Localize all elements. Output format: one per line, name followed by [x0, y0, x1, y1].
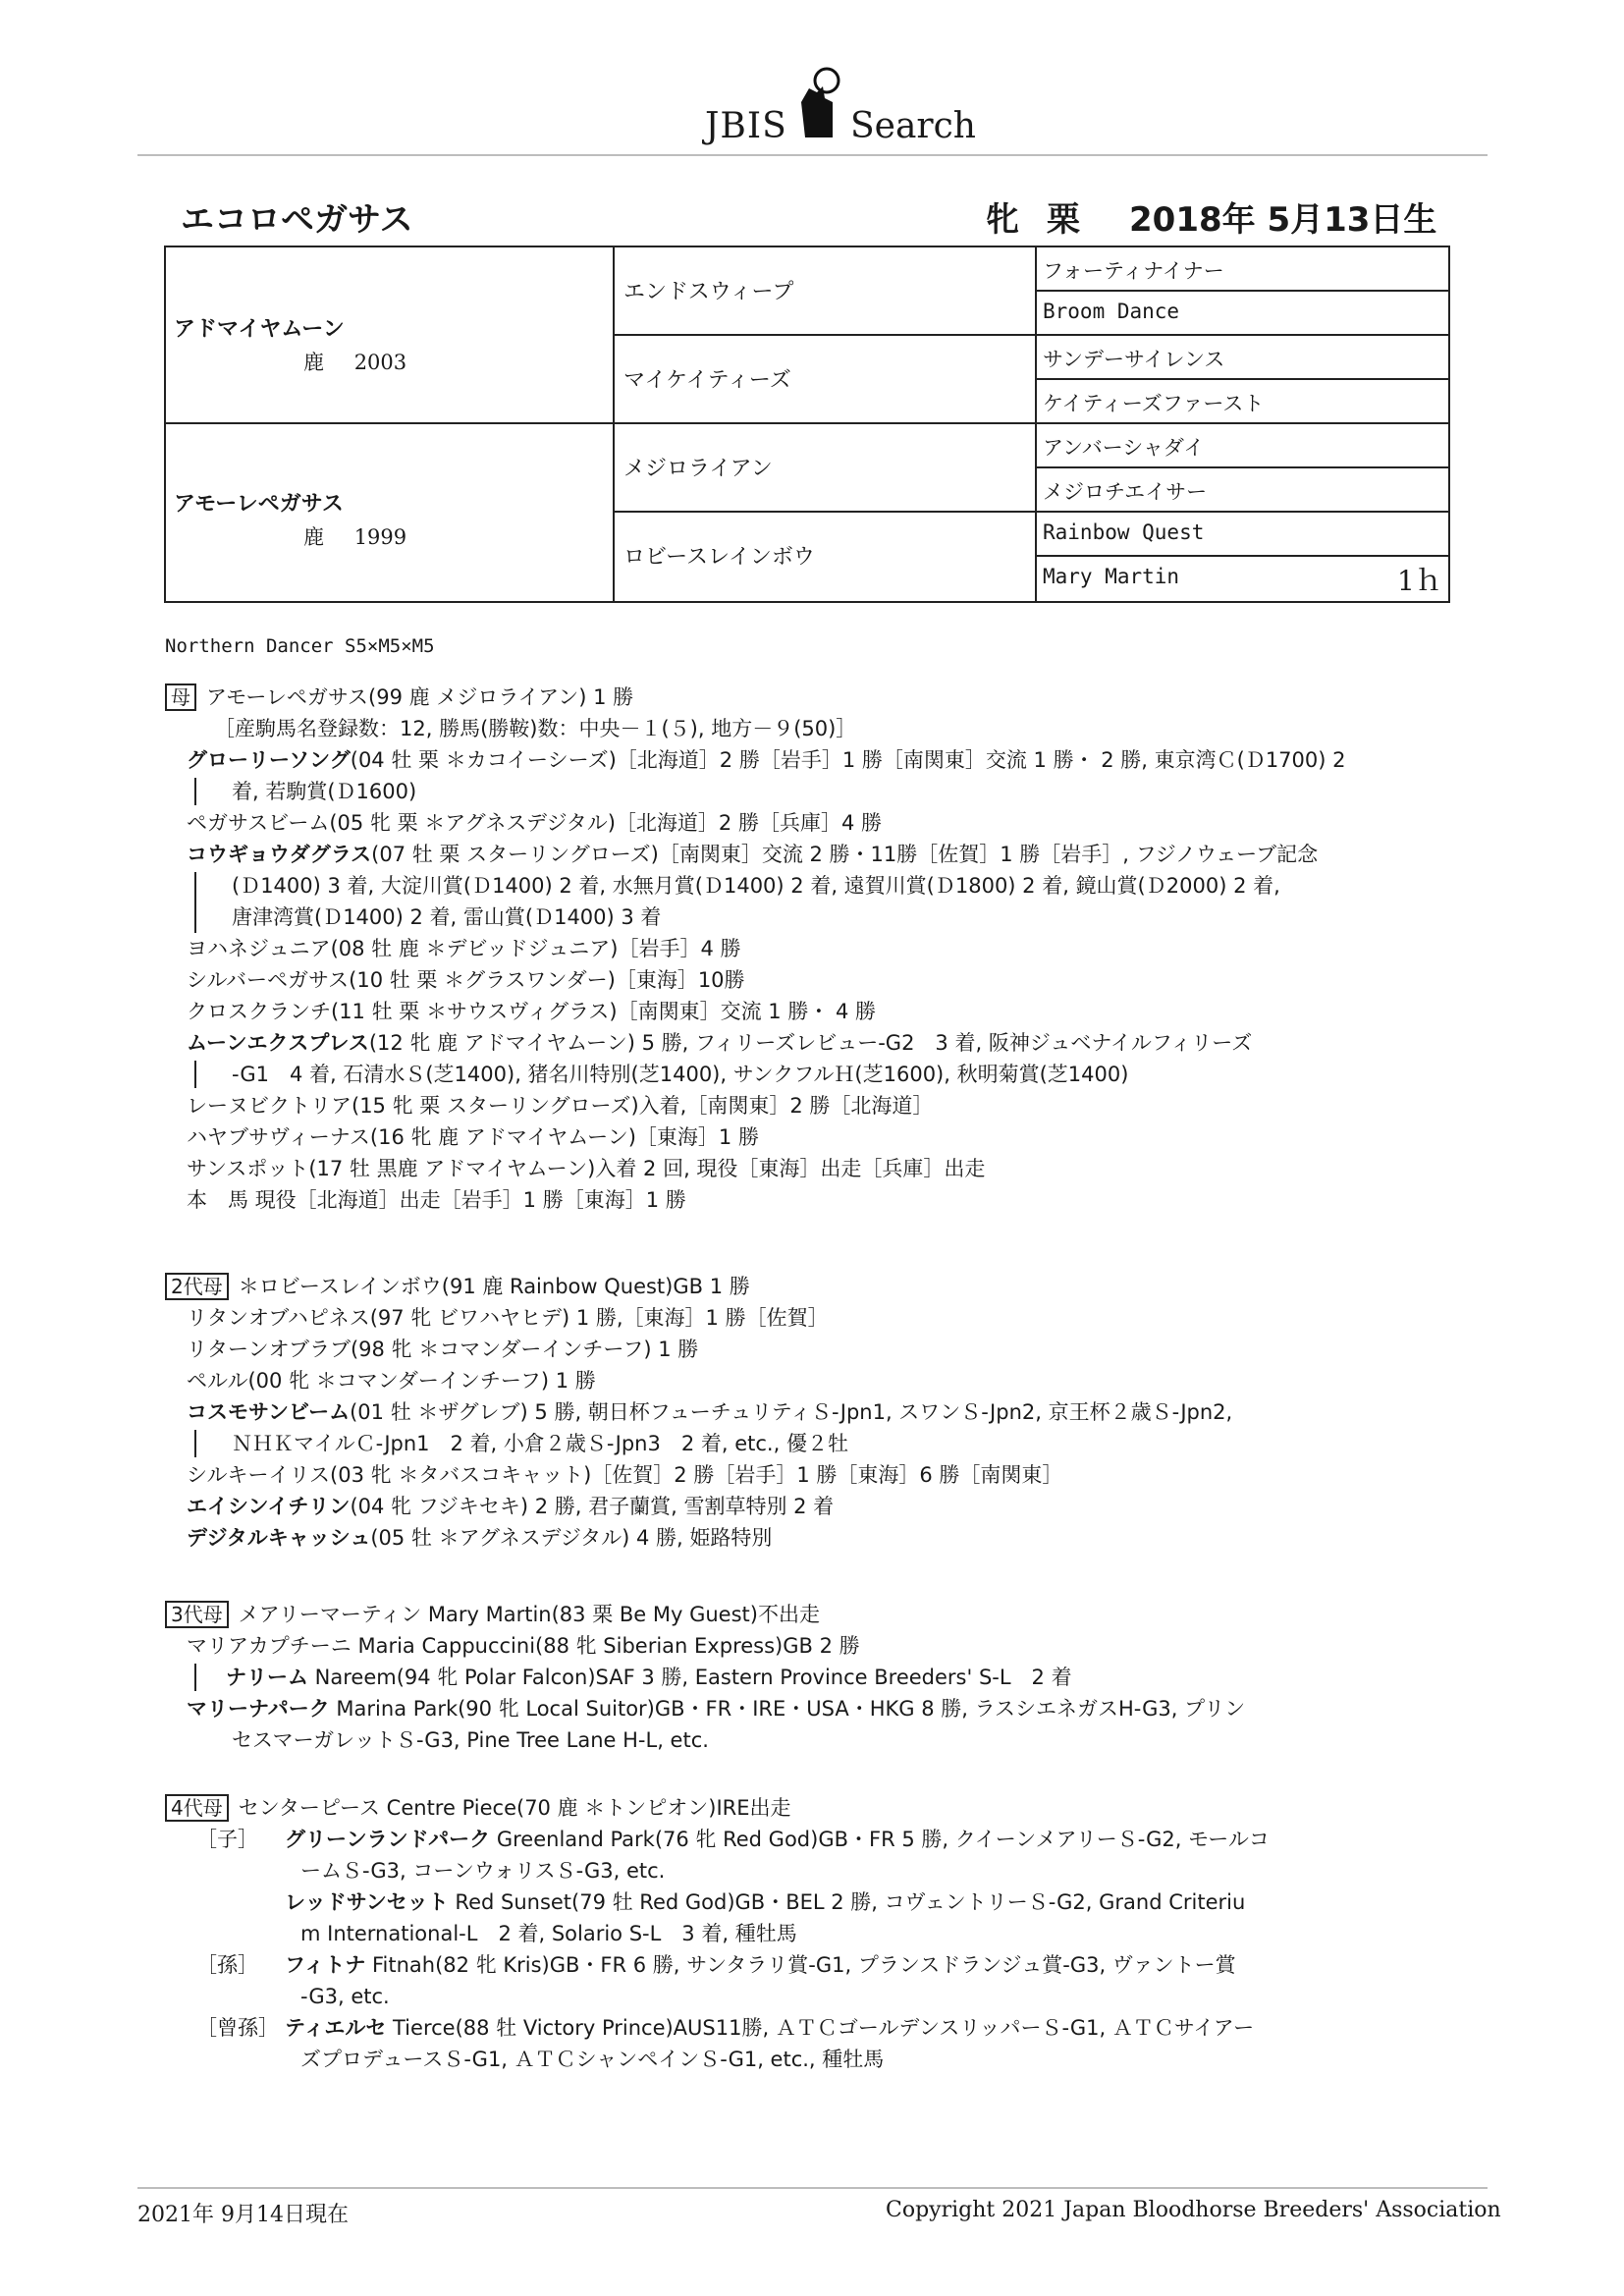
gen4dam-heading — [165, 1792, 791, 1824]
line-text: マリアカプチーニ Maria Cappuccini(88 牝 Siberian Express)GB 2 勝 — [187, 1634, 860, 1658]
line-text: ヨハネジュニア(08 牡 鹿 ＊デビッドジュニア)［岩手］4 勝 — [187, 937, 741, 960]
line-text: シルバーペガサス(10 牡 栗 ＊グラスワンダー)［東海］10勝 — [187, 968, 745, 992]
progeny-line — [232, 1428, 848, 1459]
dam-heading — [165, 682, 633, 713]
line-text: Greenland Park(76 牝 Red God)GB・FR 5 勝, クイーンメアリーＳ-G2, モールコ — [490, 1828, 1270, 1851]
generation-tag: 4代母 — [165, 1794, 229, 1822]
gen2-dam-dam: ロビースレインボウ — [623, 545, 815, 570]
logo-search-text: Search — [850, 106, 976, 146]
progeny-line — [187, 1491, 834, 1522]
line-text: レーヌビクトリア(15 牝 栗 スターリングローズ)入着,［南関東］2 勝［北海道］ — [187, 1094, 934, 1118]
gen2dam-heading — [165, 1271, 750, 1302]
continuation-bar — [194, 778, 196, 805]
line-text: ームＳ-G3, コーンウォリスＳ-G3, etc. — [300, 1859, 666, 1883]
dam-cell — [174, 487, 406, 551]
progeny-line — [187, 1522, 772, 1554]
line-text: Tierce(88 牡 Victory Prince)AUS11勝, ＡＴＣゴールデンスリッパーＳ-G1, ＡＴＣサイアー — [386, 2016, 1255, 2040]
continuation-bar — [194, 872, 196, 933]
line-text: Fitnah(82 牝 Kris)GB・FR 6 勝, サンタラリ賞-G1, プランスドランジュ賞-G3, ヴァントー賞 — [365, 1953, 1236, 1977]
line-text: (Ｄ1400) 3 着, 大淀川賞(Ｄ1400) 2 着, 水無月賞(Ｄ1400) 2 着, 遠賀川賞(Ｄ1800) 2 着, 鏡山賞(Ｄ2000) 2 着, — [232, 874, 1280, 898]
line-text: -G3, etc. — [300, 1985, 390, 2008]
generation-tag: 2代母 — [165, 1273, 229, 1300]
line-text: ペガサスビーム(05 牝 栗 ＊アグネスデジタル)［北海道］2 勝［兵庫］4 勝 — [187, 811, 883, 835]
horse-color: 栗 — [1047, 200, 1080, 240]
progeny-line — [187, 1365, 596, 1396]
generation-tag: 母 — [165, 683, 196, 711]
horse-name-bold: レッドサンセット — [285, 1890, 449, 1914]
line-text: (04 牝 フジキセキ) 2 勝, 君子蘭賞, 雪割草特別 2 着 — [350, 1495, 835, 1518]
line-text: (04 牡 栗 ＊カコイーシーズ)［北海道］2 勝［岩手］1 勝［南関東］交流 1 勝・ 2 勝, 東京湾Ｃ(Ｄ1700) 2 — [350, 748, 1346, 772]
horse-birth-date: 2018年 5月13日生 — [1129, 200, 1437, 240]
descendant-label: ［子］ — [196, 1828, 258, 1851]
sire-color: 鹿 — [303, 351, 324, 374]
progeny-line — [187, 1334, 698, 1365]
progeny-line — [226, 1662, 1072, 1693]
dam-line-text: メアリーマーティン Mary Martin(83 栗 Be My Guest)不出走 — [238, 1603, 820, 1626]
line-text: シルキーイリス(03 牝 ＊タバスコキャット)［佐賀］2 勝［岩手］1 勝［東海］6 勝［南関東］ — [187, 1463, 1063, 1487]
progeny-line — [285, 1824, 1270, 1855]
progeny-line — [285, 1949, 1236, 1981]
line-text: クロスクランチ(11 牡 栗 ＊サウスヴィグラス)［南関東］交流 1 勝・ 4 勝 — [187, 1000, 877, 1023]
progeny-line — [300, 1981, 390, 2012]
progeny-line — [187, 1396, 1232, 1428]
dam-line-text: アモーレペガサス(99 鹿 メジロライアン) 1 勝 — [206, 685, 634, 709]
descendant-label: ［孫］ — [196, 1953, 258, 1977]
gen3-ancestor: フォーティナイナー — [1043, 259, 1224, 283]
continuation-bar — [194, 1430, 196, 1457]
line-text: Nareem(94 牝 Polar Falcon)SAF 3 勝, Eastern Province Breeders' S-L 2 着 — [308, 1666, 1072, 1689]
gen3-ancestor: アンバーシャダイ — [1043, 436, 1205, 460]
progeny-line — [187, 1184, 686, 1216]
line-text: Marina Park(90 牝 Local Suitor)GB・FR・IRE・USA・HKG 8 勝, ラスシエネガスH-G3, プリン — [329, 1697, 1246, 1721]
progeny-line — [232, 870, 1280, 902]
gen3-ancestor: ケイティーズファースト — [1043, 392, 1265, 415]
line-text: 着, 若駒賞(Ｄ1600) — [232, 780, 417, 803]
progeny-line — [300, 1855, 665, 1886]
progeny-line — [187, 744, 1346, 776]
line-text: ペルル(00 牝 ＊コマンダーインチーフ) 1 勝 — [187, 1369, 596, 1393]
line-text: (01 牡 ＊ザグレブ) 5 勝, 朝日杯フューチュリティＳ-Jpn1, スワンＳ-Jpn2, 京王杯２歳Ｓ-Jpn2, — [350, 1400, 1233, 1424]
header-rule — [137, 154, 1488, 156]
horse-name-bold: コウギョウダグラス — [187, 843, 372, 866]
gen3-ancestor: Rainbow Quest — [1043, 520, 1205, 544]
horse-name-bold: グローリーソング — [187, 748, 351, 772]
progeny-line — [187, 996, 876, 1027]
horse-name-bold: コスモサンビーム — [187, 1400, 351, 1424]
dam-progeny-note: ［産駒馬名登録数：12, 勝馬(勝鞍)数：中央－１(５), 地方－９(50)］ — [214, 717, 857, 740]
horse-name-bold: ムーンエクスプレス — [187, 1031, 369, 1055]
dam-color: 鹿 — [303, 525, 324, 549]
sire-year: 2003 — [353, 351, 407, 374]
footer-rule — [137, 2187, 1488, 2189]
progeny-line — [285, 1886, 1245, 1918]
line-text: サンスポット(17 牡 黒鹿 アドマイヤムーン)入着 2 回, 現役［東海］出走［兵庫］出走 — [187, 1157, 986, 1180]
line-text: リタンオブハピネス(97 牝 ビワハヤヒデ) 1 勝,［東海］1 勝［佐賀］ — [187, 1306, 829, 1330]
inbreeding-note: Northern Dancer S5×M5×M5 — [165, 635, 435, 657]
gen2-dam-sire: メジロライアン — [623, 457, 773, 481]
dam-line-text: センターピース Centre Piece(70 鹿 ＊トンピオン)IRE出走 — [238, 1796, 791, 1820]
jbis-search-logo — [705, 63, 976, 151]
horse-name-bold: エイシンイチリン — [187, 1495, 351, 1518]
line-text: ＮＨＫマイルＣ-Jpn1 2 着, 小倉２歳Ｓ-Jpn3 2 着, etc., 優２牡 — [232, 1432, 848, 1455]
gen2-sire-dam: マイケイティーズ — [623, 368, 791, 393]
line-text: ズプロデュースＳ-G1, ＡＴＣシャンペインＳ-G1, etc., 種牡馬 — [300, 2048, 885, 2071]
horse-name-bold: デジタルキャッシュ — [187, 1526, 371, 1550]
copyright: Copyright 2021 Japan Bloodhorse Breeders' Association — [886, 2198, 1501, 2222]
horse-name-bold: グリーンランドパーク — [285, 1828, 491, 1851]
line-text: セスマーガレットＳ-G3, Pine Tree Lane H-L, etc. — [232, 1728, 709, 1752]
report-date: 2021年 9月14日現在 — [137, 2203, 349, 2227]
progeny-line — [187, 964, 745, 996]
line-text: m International-L 2 着, Solario S-L 3 着, 種牡馬 — [300, 1922, 797, 1945]
family-number: 1ｈ — [1397, 565, 1442, 597]
generation-tag: 3代母 — [165, 1601, 229, 1628]
horse-name: エコロペガサス — [181, 200, 413, 240]
line-text: -G1 4 着, 石清水Ｓ(芝1400), 猪名川特別(芝1400), サンクフルＨ(芝1600), 秋明菊賞(芝1400) — [232, 1063, 1129, 1086]
progeny-line — [187, 1302, 829, 1334]
progeny-line — [232, 902, 661, 933]
sire-name: アドマイヤムーン — [174, 317, 345, 342]
progeny-line — [300, 2044, 884, 2075]
progeny-line — [187, 1459, 1062, 1491]
horse-sex: 牝 — [986, 200, 1019, 240]
progeny-line — [187, 1121, 759, 1153]
line-text: (12 牝 鹿 アドマイヤムーン) 5 勝, フィリーズレビュー-G2 3 着, 阪神ジュベナイルフィリーズ — [368, 1031, 1253, 1055]
line-text: (05 牡 ＊アグネスデジタル) 4 勝, 姫路特別 — [370, 1526, 773, 1550]
continuation-bar — [194, 1061, 196, 1088]
horse-name-bold: フィトナ — [285, 1953, 366, 1977]
progeny-line — [187, 1153, 985, 1184]
line-text: 唐津湾賞(Ｄ1400) 2 着, 雷山賞(Ｄ1400) 3 着 — [232, 905, 662, 929]
line-text: (07 牡 栗 スターリングローズ)［南関東］交流 2 勝・11勝［佐賀］1 勝［岩手］, フジノウェーブ記念 — [371, 843, 1319, 866]
line-text: 本 馬 現役［北海道］出走［岩手］1 勝［東海］1 勝 — [187, 1188, 686, 1212]
logo-jbis-text: JBIS — [705, 106, 787, 146]
progeny-line — [232, 776, 416, 807]
line-text: Red Sunset(79 牡 Red God)GB・BEL 2 勝, コヴェントリーＳ-G2, Grand Criteriu — [448, 1890, 1246, 1914]
progeny-line — [187, 807, 882, 839]
progeny-line — [232, 1724, 709, 1756]
dam-name: アモーレペガサス — [174, 492, 344, 517]
gen3-ancestor: サンデーサイレンス — [1043, 348, 1225, 371]
gen3-ancestor: Mary Martin — [1043, 565, 1180, 588]
progeny-line — [232, 1059, 1128, 1090]
pedigree-table — [164, 246, 1450, 603]
continuation-bar — [194, 1664, 196, 1691]
dam-line-text: ＊ロビースレインボウ(91 鹿 Rainbow Quest)GB 1 勝 — [238, 1275, 750, 1298]
sire-cell — [174, 312, 406, 376]
line-text: ハヤブサヴィーナス(16 牝 鹿 アドマイヤムーン)［東海］1 勝 — [187, 1125, 759, 1149]
progeny-line — [300, 1918, 797, 1949]
horse-name-bold: ティエルセ — [285, 2016, 387, 2040]
gen2-sire-sire: エンドスウィープ — [623, 280, 794, 304]
progeny-line — [187, 1027, 1252, 1059]
progeny-line — [187, 1693, 1245, 1724]
progeny-line — [187, 839, 1318, 870]
gen3-ancestor: Broom Dance — [1043, 300, 1180, 323]
progeny-line — [285, 2012, 1254, 2044]
gen3dam-heading — [165, 1599, 820, 1630]
descendant-label: ［曾孫］ — [196, 2016, 279, 2040]
progeny-line — [187, 933, 741, 964]
line-text: リターンオブラブ(98 牝 ＊コマンダーインチーフ) 1 勝 — [187, 1338, 699, 1361]
horse-name-bold: ナリーム — [226, 1666, 308, 1689]
gen3-ancestor: メジロチエイサー — [1043, 480, 1208, 504]
horse-name-bold: マリーナパーク — [187, 1697, 330, 1721]
progeny-line — [187, 1630, 860, 1662]
horse-magnifier-icon — [795, 63, 844, 141]
progeny-line — [187, 1090, 933, 1121]
dam-year: 1999 — [353, 525, 407, 549]
